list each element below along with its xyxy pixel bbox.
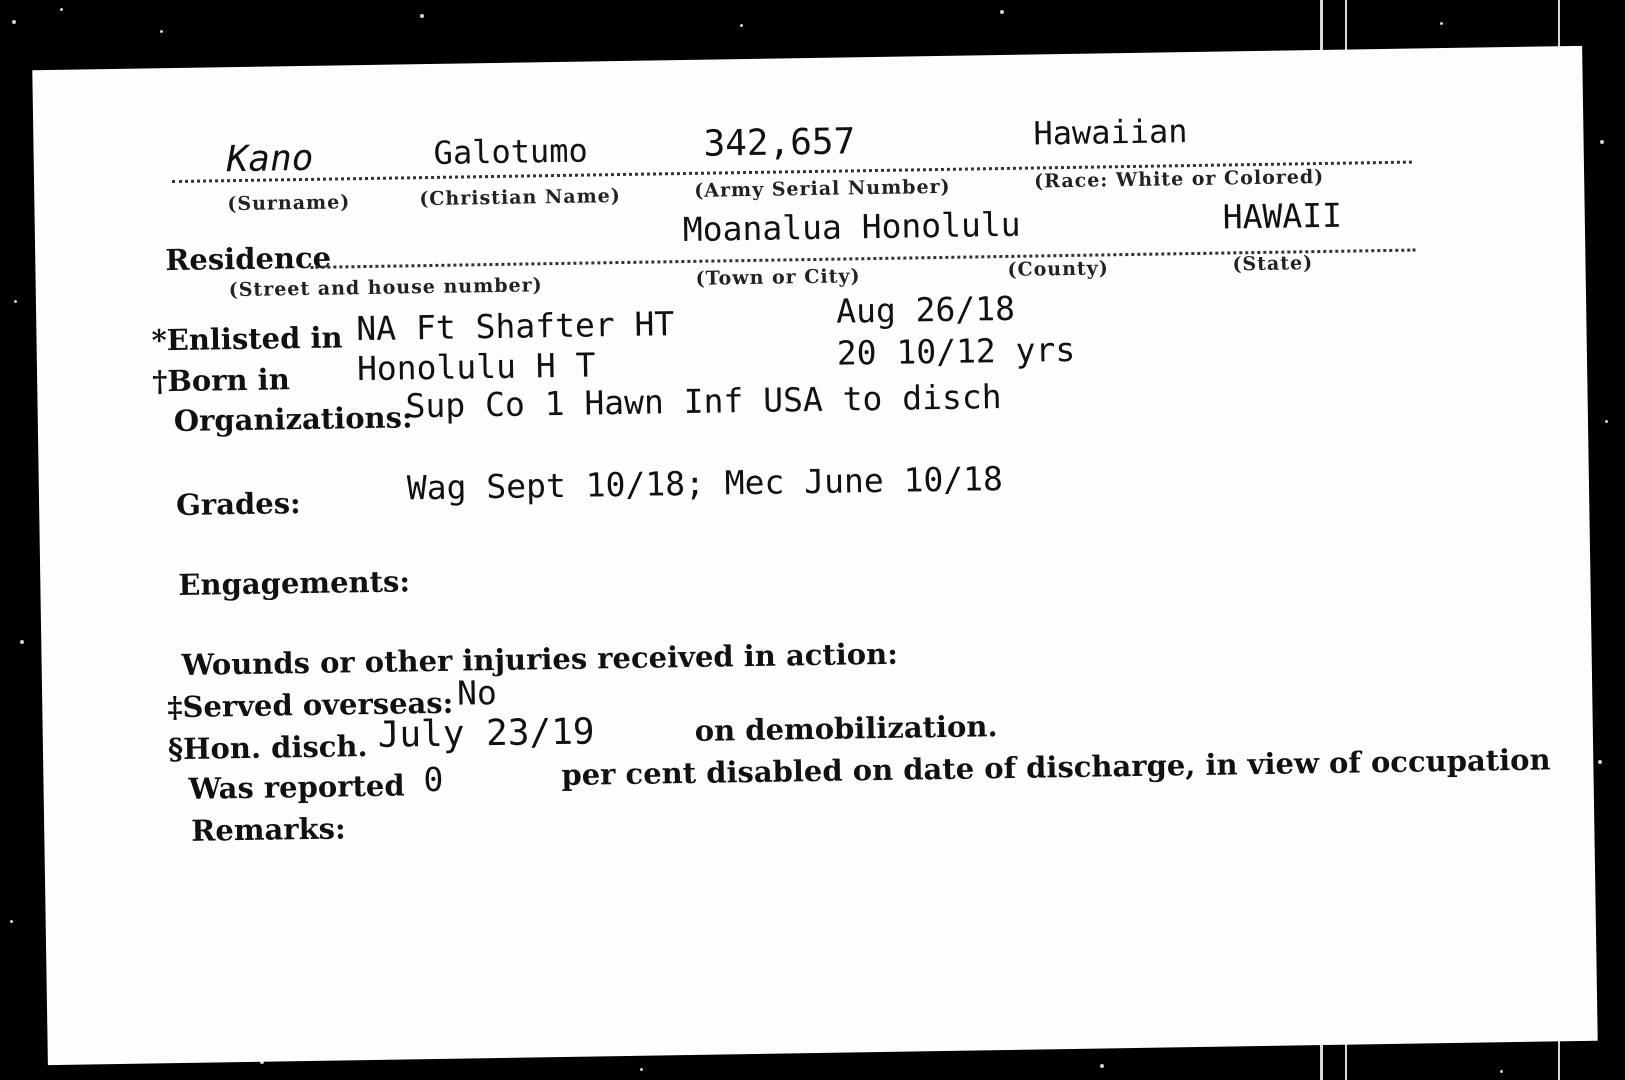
hon-disch-reason: on demobilization. xyxy=(694,709,998,748)
scan-speck xyxy=(1100,1064,1104,1068)
born-label: †Born in xyxy=(151,362,291,399)
scan-speck xyxy=(640,1068,643,1071)
enlisted-place-value: NA Ft Shafter HT xyxy=(356,304,675,349)
served-overseas-label: ‡Served overseas: xyxy=(167,685,454,725)
enlisted-label: *Enlisted in xyxy=(151,320,343,358)
was-reported-label: Was reported xyxy=(188,768,405,806)
grades-label: Grades: xyxy=(175,486,301,523)
scan-speck xyxy=(1598,760,1602,764)
disability-description: per cent disabled on date of discharge, in view of occupation xyxy=(561,742,1551,793)
scan-speck xyxy=(12,20,16,24)
scan-speck xyxy=(20,640,24,644)
scan-speck xyxy=(1500,1070,1503,1073)
born-place-value: Honolulu H T xyxy=(356,345,596,389)
age-value: 20 10/12 yrs xyxy=(836,329,1076,373)
surname-caption: (Surname) xyxy=(227,191,351,216)
christian-name-value: Galotumo xyxy=(433,131,589,172)
hon-disch-label: §Hon. disch. xyxy=(167,729,368,767)
christian-name-caption: (Christian Name) xyxy=(419,185,621,211)
disability-percent-value: 0 xyxy=(423,759,444,800)
scan-speck xyxy=(10,920,13,923)
serial-number-value: 342,657 xyxy=(703,121,856,165)
organizations-label: Organizations: xyxy=(173,400,413,439)
wounds-label: Wounds or other injuries received in action: xyxy=(181,636,899,682)
scan-speck xyxy=(160,30,163,33)
race-value: Hawaiian xyxy=(1033,112,1188,153)
scan-speck xyxy=(60,8,63,11)
county-caption: (County) xyxy=(1007,257,1109,281)
serial-caption: (Army Serial Number) xyxy=(694,175,951,202)
town-caption: (Town or City) xyxy=(695,265,861,290)
service-record-card xyxy=(32,46,1597,1065)
scan-speck xyxy=(420,14,424,18)
scan-speck xyxy=(740,24,743,27)
scan-speck xyxy=(1605,420,1608,423)
engagements-label: Engagements: xyxy=(178,564,411,603)
residence-label: Residence xyxy=(165,240,332,278)
scan-speck xyxy=(1000,10,1004,14)
state-caption: (State) xyxy=(1232,252,1314,276)
race-caption: (Race: White or Colored) xyxy=(1033,165,1325,193)
remarks-label: Remarks: xyxy=(190,811,346,848)
enlisted-date-value: Aug 26/18 xyxy=(835,288,1016,331)
scan-speck xyxy=(14,300,17,303)
scan-speck xyxy=(1600,140,1604,144)
surname-value: Kano xyxy=(226,137,314,181)
street-caption: (Street and house number) xyxy=(228,274,543,302)
scan-speck xyxy=(1440,22,1443,25)
hon-disch-date-value: July 23/19 xyxy=(377,711,595,756)
state-value: HAWAII xyxy=(1222,195,1343,237)
organizations-value: Sup Co 1 Hawn Inf USA to disch xyxy=(405,377,1002,426)
town-value: Moanalua Honolulu xyxy=(682,204,1021,250)
grades-value: Wag Sept 10/18; Mec June 10/18 xyxy=(406,459,1004,508)
served-overseas-value: No xyxy=(456,673,498,713)
